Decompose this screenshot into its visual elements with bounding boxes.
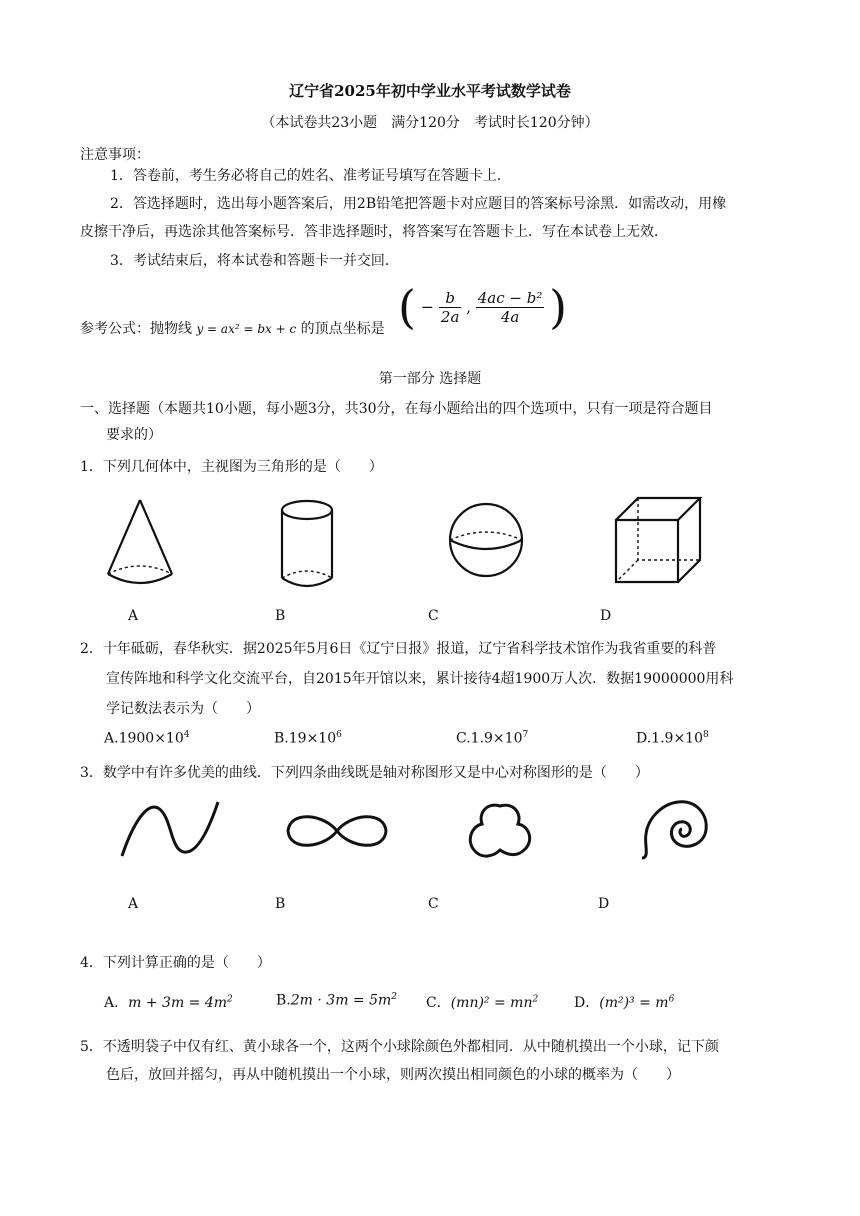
notes-item-2a: 2．答选择题时，选出每小题答案后，用2B铅笔把答题卡对应题目的答案标号涂黑．如需改动，用橡 xyxy=(110,196,727,212)
section-title: 第一部分 选择题 xyxy=(378,371,482,387)
vertex-formula: ( − $\frac{b}{2a}$ , $\frac{\text{4ac − b²}}{4a}$ ) xyxy=(398,280,568,334)
q1-label-c: C xyxy=(428,608,439,624)
spiral-curve-icon xyxy=(636,794,716,864)
q5-stem-a: 5．不透明袋子中仅有红、黄小球各一个，这两个小球除颜色外都相同．从中随机摸出一个小球，记下颜 xyxy=(80,1039,719,1055)
q4-option-a: A．$m + 3m = 4m^2$ xyxy=(104,994,233,1011)
q3-stem: 3．数学中有许多优美的曲线．下列四条曲线既是轴对称图形又是中心对称图形的是（ ） xyxy=(80,765,649,781)
formula-suffix: 的顶点坐标是 xyxy=(300,321,385,337)
q4-option-d: D．$(m^2)^3 = m^6$ xyxy=(574,994,675,1011)
cone-icon xyxy=(100,492,180,592)
exam-subtitle: （本试卷共23小题 满分120分 考试时长120分钟） xyxy=(261,115,599,131)
formula-line xyxy=(80,318,385,338)
q4-option-b: $B.2m \cdot 3m = 5m^2$ xyxy=(276,992,398,1009)
vertex-x-den: 2a xyxy=(440,307,460,326)
q1-label-a: A xyxy=(128,608,139,624)
q4-stem: 4．下列计算正确的是（ ） xyxy=(80,955,271,971)
vertex-x-num: b xyxy=(439,289,462,308)
q2-stem-a: 2．十年砥砺，春华秋实．据2025年5月6日《辽宁日报》报道，辽宁省科学技术馆作为我省重要的科普 xyxy=(80,641,717,657)
formula-equation: y = ax² = bx + c xyxy=(196,322,297,336)
q2-stem-b: 宣传阵地和科学文化交流平台，自2015年开馆以来，累计接待4超1900万人次．数据19000000用科 xyxy=(106,671,734,687)
vertex-y-num: 4ac − b² xyxy=(477,288,543,307)
q1-stem: 1．下列几何体中，主视图为三角形的是（ ） xyxy=(80,459,383,475)
q3-label-c: C xyxy=(428,896,439,912)
q1-label-d: D xyxy=(600,608,612,624)
vertex-y-den: 4a xyxy=(500,307,520,326)
q2-stem-c: 学记数法表示为（ ） xyxy=(106,701,260,717)
q2-option-c: $C.1.9\times 10^7$ xyxy=(456,730,529,747)
vertex-y-fraction xyxy=(476,289,545,326)
lemniscate-curve-icon xyxy=(282,808,392,854)
notes-item-1: 1．答卷前，考生务必将自己的姓名、准考证号填写在答题卡上． xyxy=(110,168,511,184)
section-heading-a: 一、选择题（本题共10小题，每小题3分，共30分，在每小题给出的四个选项中，只有一项是符合题目 xyxy=(80,401,713,417)
q4-option-c: C．$(mn)^2 = mn^2$ xyxy=(426,994,539,1011)
sphere-icon xyxy=(444,496,528,586)
q3-label-d: D xyxy=(598,896,610,912)
q5-stem-b: 色后，放回并摇匀，再从中随机摸出一个小球，则两次摸出相同颜色的小球的概率为（ ） xyxy=(106,1067,680,1083)
section-heading-b: 要求的） xyxy=(106,427,162,443)
exam-title: 辽宁省2025年初中学业水平考试数学试卷 xyxy=(289,82,571,100)
trefoil-curve-icon xyxy=(464,798,536,870)
notes-item-2b: 皮擦干净后，再选涂其他答案标号．答非选择题时，将答案写在答题卡上．写在本试卷上无效． xyxy=(80,224,668,240)
q2-option-b: $B.19\times 10^6$ xyxy=(274,730,342,747)
q2-option-d: $D.1.9\times 10^8$ xyxy=(636,730,709,747)
q2-option-a: $A.1900\times 10^4$ xyxy=(104,730,190,747)
q3-label-b: B xyxy=(275,896,286,912)
q3-label-a: A xyxy=(128,896,139,912)
cube-icon xyxy=(608,492,708,592)
notes-heading: 注意事项： xyxy=(80,147,150,163)
notes-item-3: 3．考试结束后，将本试卷和答题卡一并交回． xyxy=(110,253,399,269)
vertex-x-fraction xyxy=(439,289,462,326)
formula-prefix: 参考公式：抛物线 xyxy=(80,321,192,337)
q1-label-b: B xyxy=(275,608,286,624)
wave-curve-icon xyxy=(118,796,222,866)
cylinder-icon xyxy=(272,494,342,594)
